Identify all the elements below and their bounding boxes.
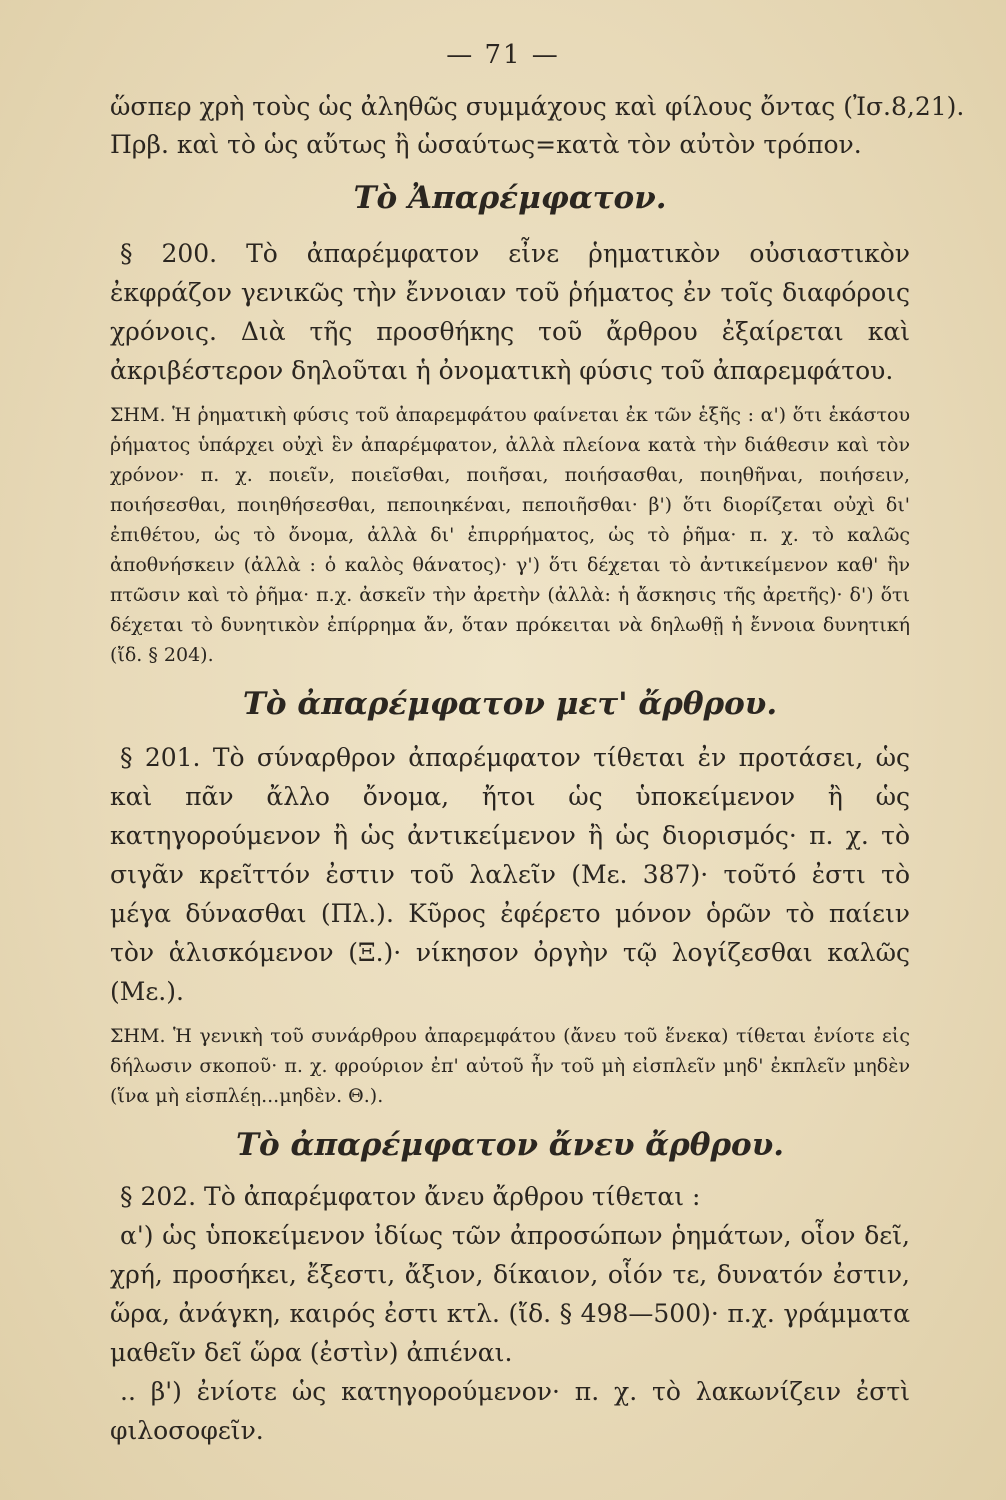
paragraph-202-item-a: α') ὡς ὑποκείμενον ἰδίως τῶν ἀπροσώπων ῥημάτων, οἷον δεῖ, χρή, προσήκει, ἔξεστι, ἄξιον, δίκαιον, οἷόν τε, δυνατόν ἐστιν, ὥρα, ἀνάγκη, καιρός ἐστι κτλ. (ἴδ. § 498—500)· π.χ. γράμματα μαθεῖν δεῖ ὥρα (ἐστὶν) ἀπιέναι. [110,1221,910,1367]
page-number: — 71 — [446,40,560,70]
intro-line: ὥσπερ χρὴ τοὺς ὡς ἀληθῶς συμμάχους καὶ φίλους ὄντας (Ἰσ.8,21). [110,92,965,121]
paragraph-202-intro: § 202. Τὸ ἀπαρέμφατον ἄνευ ἄρθρου τίθεται : [120,1182,701,1211]
paragraph-202-item-b: .. β') ἐνίοτε ὡς κατηγορούμενον· π. χ. τὸ λακωνίζειν ἐστὶ φιλοσοφεῖν. [110,1377,910,1445]
note-200: ΣΗΜ. Ἡ ῥηματικὴ φύσις τοῦ ἀπαρεμφάτου φαίνεται ἐκ τῶν ἑξῆς : α') ὅτι ἑκάστου ῥήματος ὑπάρχει οὐχὶ ἓν ἀπαρέμφατον, ἀλλὰ πλείονα κατὰ τὴν διάθεσιν καὶ τὸν χρόνον· π. χ. ποιεῖν, ποιεῖσθαι, ποιῆσαι, ποιήσασθαι, ποιηθῆναι, ποιήσειν, ποιήσεσθαι, ποιηθήσεσθαι, πεποιηκέναι, πεποιῆσθαι· β') ὅτι διορίζεται οὐχὶ δι' ἐπιθέτου, ὡς τὸ ὄνομα, ἀλλὰ δι' ἐπιρρήματος, ὡς τὸ ῥῆμα· π. χ. τὸ καλῶς ἀποθνήσκειν (ἀλλὰ : ὁ καλὸς θάνατος)· γ') ὅτι δέχεται τὸ ἀντικείμενον καθ' ἣν πτῶσιν καὶ τὸ ῥῆμα· π.χ. ἀσκεῖν τὴν ἀρετὴν (ἀλλὰ: ἡ ἄσκησις τῆς ἀρετῆς)· δ') ὅτι δέχεται τὸ δυνητικὸν ἐπίρρημα ἄν, ὅταν πρόκειται νὰ δηλωθῇ ἡ ἔννοια δυνητική (ἴδ. § 204). [110,404,910,666]
paragraph-200: § 200. Τὸ ἀπαρέμφατον εἶνε ῥηματικὸν οὐσιαστικὸν ἐκφράζον γενικῶς τὴν ἔννοιαν τοῦ ῥήματος ἐν τοῖς διαφόροις χρόνοις. Διὰ τῆς προσθήκης τοῦ ἄρθρου ἐξαίρεται καὶ ἀκριβέστερον δηλοῦται ἡ ὀνοματικὴ φύσις τοῦ ἀπαρεμφάτου. [110,239,910,385]
note-201: ΣΗΜ. Ἡ γενικὴ τοῦ συνάρθρου ἀπαρεμφάτου (ἄνευ τοῦ ἕνεκα) τίθεται ἐνίοτε εἰς δήλωσιν σκοποῦ· π. χ. φρούριον ἐπ' αὐτοῦ ἦν τοῦ μὴ εἰσπλεῖν μηδ' ἐκπλεῖν μηδὲν (ἵνα μὴ εἰσπλέῃ...μηδὲν. Θ.). [110,1025,910,1107]
intro-block [110,88,965,164]
intro-line: Πρβ. καὶ τὸ ὡς αὔτως ἢ ὡσαύτως=κατὰ τὸν αὐτὸν τρόπον. [110,130,862,159]
section-heading: Τὸ ἀπαρέμφατον ἄνευ ἄρθρου. [235,1127,785,1163]
paragraph-201: § 201. Τὸ σύναρθρον ἀπαρέμφατον τίθεται ἐν προτάσει, ὡς καὶ πᾶν ἄλλο ὄνομα, ἤτοι ὡς ὑποκείμενον ἢ ὡς κατηγορούμενον ἢ ὡς ἀντικείμενον ἢ ὡς διορισμός· π. χ. τὸ σιγᾶν κρεῖττόν ἐστιν τοῦ λαλεῖν (Με. 387)· τοῦτό ἐστι τὸ μέγα δύνασθαι (Πλ.). Κῦρος ἐφέρετο μόνον ὁρῶν τὸ παίειν τὸν ἁλισκόμενον (Ξ.)· νίκησον ὀργὴν τῷ λογίζεσθαι καλῶς (Με.). [110,743,910,1006]
section-heading: Τὸ ἀπαρέμφατον μετ' ἄρθρου. [242,686,778,722]
page-content [110,88,965,1450]
section-heading: Τὸ Ἀπαρέμφατον. [353,180,667,216]
